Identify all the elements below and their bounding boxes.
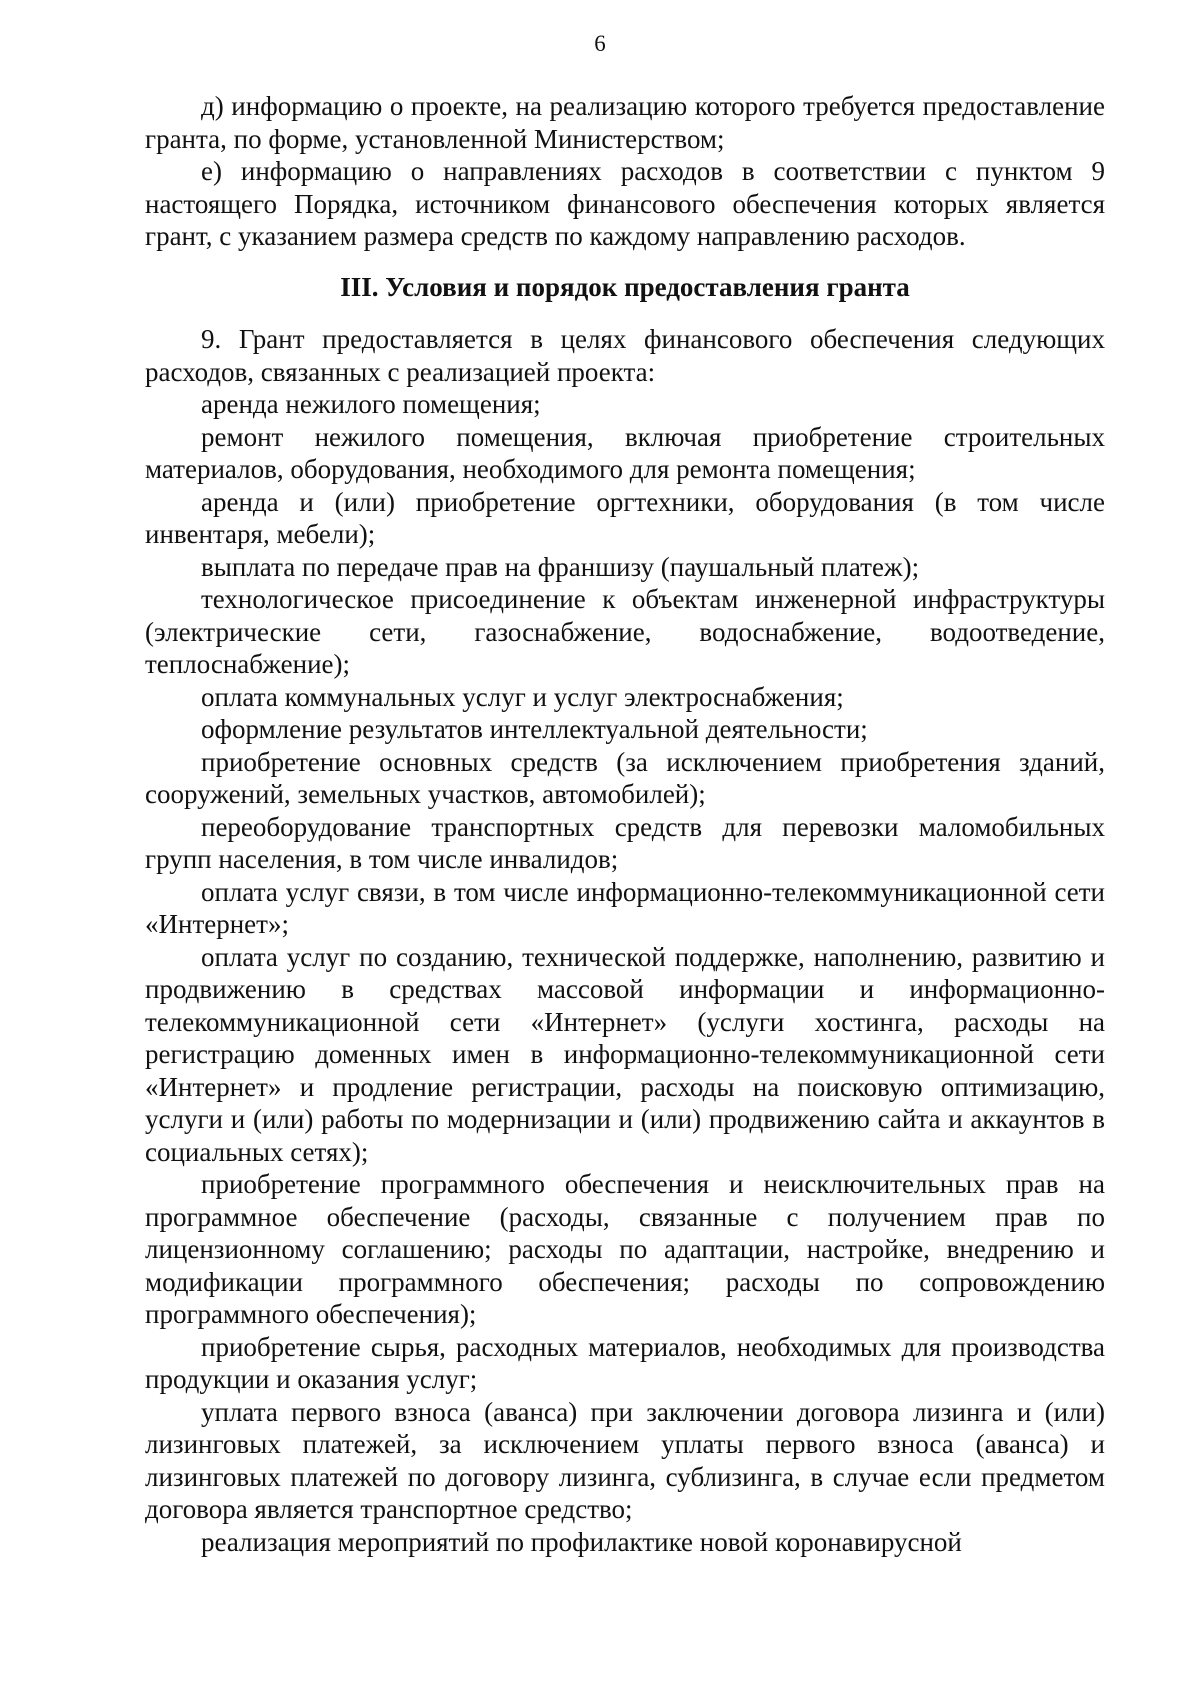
- expense-item: оплата коммунальных услуг и услуг электроснабжения;: [201, 681, 844, 712]
- expense-item: реализация мероприятий по профилактике новой коронавирусной: [201, 1526, 962, 1557]
- expense-item: переоборудование транспортных средств для перевозки маломобильных групп населения, в том числе инвалидов;: [145, 811, 1105, 874]
- expense-item: аренда нежилого помещения;: [201, 389, 541, 419]
- expense-item: уплата первого взноса (аванса) при заключении договора лизинга и (или) лизинговых платежей, за исключением уплаты первого взноса (аванса) и лизинговых платежей по договору лизинга, сублизинга, в случае если предметом договора является транспортное средство;: [145, 1396, 1105, 1524]
- expense-item: оплата услуг связи, в том числе информационно-телекоммуникационной сети «Интернет»;: [145, 876, 1105, 939]
- expense-item: аренда и (или) приобретение оргтехники, оборудования (в том числе инвентаря, мебели);: [145, 486, 1105, 549]
- document-body: [145, 90, 1105, 1558]
- section-heading: III. Условия и порядок предоставления гранта: [340, 271, 910, 302]
- page-number: 6: [594, 31, 606, 56]
- paragraph-e: е) информацию о направлениях расходов в соответствии с пунктом 9 настоящего Порядка, источником финансового обеспечения которых является грант, с указанием размера средств по каждому направлению расходов.: [145, 156, 1105, 251]
- paragraph-d: д) информацию о проекте, на реализацию которого требуется предоставление гранта, по форме, установленной Министерством;: [145, 91, 1105, 154]
- expense-item: оплата услуг по созданию, технической поддержке, наполнению, развитию и продвижению в средствах массовой информации и информационно-телекоммуникационной сети «Интернет» (услуги хостинга, расходы на регистрацию доменных имен в информационно-телекоммуникационной сети «Интернет» и продление регистрации, расходы на поисковую оптимизацию, услуги и (или) работы по модернизации и (или) продвижению сайта и аккаунтов в социальных сетях);: [145, 941, 1105, 1167]
- expense-item: приобретение основных средств (за исключением приобретения зданий, сооружений, земельных участков, автомобилей);: [145, 746, 1105, 809]
- clause-9-intro: 9. Грант предоставляется в целях финансового обеспечения следующих расходов, связанных с реализацией проекта:: [145, 324, 1105, 387]
- expense-item: оформление результатов интеллектуальной деятельности;: [201, 714, 868, 744]
- expense-item: приобретение программного обеспечения и неисключительных прав на программное обеспечение (расходы, связанные с получением прав по лицензионному соглашению; расходы по адаптации, настройке, внедрению и модификации программного обеспечения; расходы по сопровождению программного обеспечения);: [145, 1169, 1105, 1329]
- expense-item: технологическое присоединение к объектам инженерной инфраструктуры (электрические сети, газоснабжение, водоснабжение, водоотведение, теплоснабжение);: [145, 584, 1105, 679]
- expense-item: выплата по передаче прав на франшизу (паушальный платеж);: [201, 551, 920, 582]
- expense-item: приобретение сырья, расходных материалов, необходимых для производства продукции и оказания услуг;: [145, 1331, 1105, 1394]
- expense-item: ремонт нежилого помещения, включая приобретение строительных материалов, оборудования, необходимого для ремонта помещения;: [145, 421, 1105, 484]
